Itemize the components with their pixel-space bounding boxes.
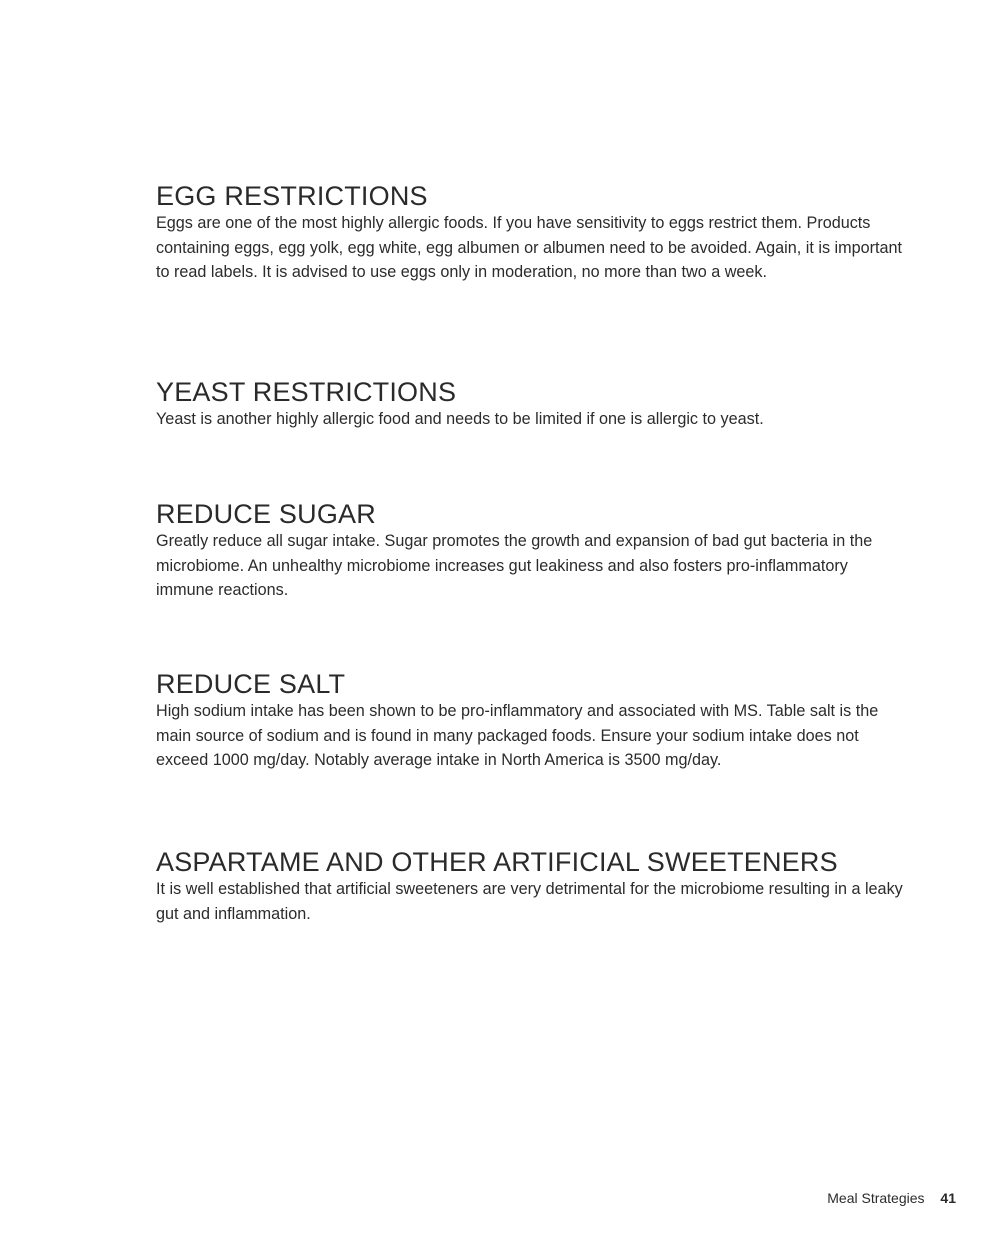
section-reduce-salt [156, 669, 906, 773]
section-body: Yeast is another highly allergic food and needs to be limited if one is allergic to yeast. [156, 410, 764, 428]
section-yeast-restrictions [156, 377, 906, 432]
section-heading: EGG RESTRICTIONS [156, 181, 428, 211]
section-heading: REDUCE SALT [156, 669, 346, 699]
section-heading: ASPARTAME AND OTHER ARTIFICIAL SWEETENERS [156, 847, 838, 877]
section-artificial-sweeteners [156, 847, 906, 926]
footer-section-name: Meal Strategies [827, 1190, 925, 1206]
page-number: 41 [940, 1190, 956, 1206]
section-body: Eggs are one of the most highly allergic foods. If you have sensitivity to eggs restrict them. Products containing eggs, egg yolk, egg white, egg albumen or albumen need to be avoided. Again, it is important to read labels. It is advised to use eggs only in moderation, no more than two a week. [156, 214, 903, 281]
page-footer [827, 1190, 956, 1206]
section-heading: YEAST RESTRICTIONS [156, 377, 457, 407]
section-reduce-sugar [156, 499, 906, 603]
section-body: It is well established that artificial sweeteners are very detrimental for the microbiome resulting in a leaky gut and inflammation. [156, 880, 903, 923]
section-body: Greatly reduce all sugar intake. Sugar promotes the growth and expansion of bad gut bacteria in the microbiome. An unhealthy microbiome increases gut leakiness and also fosters pro-inflammatory immune reactions. [156, 532, 873, 599]
section-body: High sodium intake has been shown to be pro-inflammatory and associated with MS. Table salt is the main source of sodium and is found in many packaged foods. Ensure your sodium intake does not exceed 1000 mg/day. Notably average intake in North America is 3500 mg/day. [156, 702, 879, 769]
section-egg-restrictions [156, 181, 906, 285]
section-heading: REDUCE SUGAR [156, 499, 376, 529]
